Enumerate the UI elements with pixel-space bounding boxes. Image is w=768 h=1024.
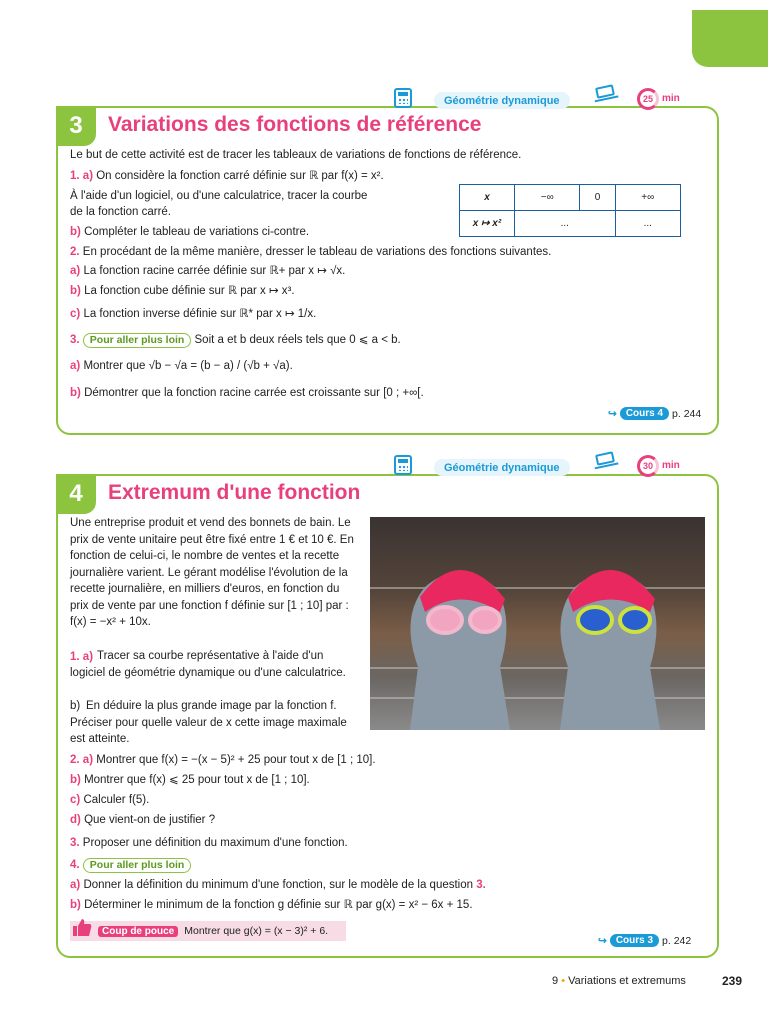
arrow-icon: ↪ bbox=[608, 407, 617, 420]
timer-unit: min bbox=[662, 460, 680, 471]
laptop-icon bbox=[595, 451, 615, 466]
activity-3-title: Variations des fonctions de référence bbox=[108, 113, 482, 136]
activity-3-tag: Géométrie dynamique bbox=[434, 92, 570, 109]
question-1b-text: En déduire la plus grande image par la fonction f. Préciser pour quelle valeur de x cette image maximale est atteinte. bbox=[70, 700, 347, 745]
hint-label: Coup de pouce bbox=[98, 926, 178, 937]
go-further-badge: Pour aller plus loin bbox=[83, 858, 192, 873]
thumbs-up-icon bbox=[72, 918, 92, 938]
question-letter: a) bbox=[82, 651, 94, 663]
question-letter: a) bbox=[70, 360, 81, 372]
question-text: Que vient-on de justifier ? bbox=[84, 814, 216, 826]
question-3b bbox=[70, 385, 424, 401]
question-letter: b) bbox=[70, 387, 81, 399]
hint-text: Montrer que g(x) = (x − 3)² + 6. bbox=[184, 925, 329, 937]
question-text: Montrer que f(x) = −(x − 5)² + 25 pour tout x de [1 ; 10]. bbox=[96, 754, 376, 766]
bullet-icon: • bbox=[561, 975, 566, 987]
course-page: p. 242 bbox=[662, 934, 692, 947]
question-letter: b) bbox=[70, 226, 81, 238]
question-letter: b) bbox=[70, 285, 81, 297]
table-cell: ... bbox=[515, 211, 616, 237]
question-number: 3. bbox=[70, 334, 80, 346]
question-2c bbox=[70, 792, 149, 808]
question-2c bbox=[70, 306, 316, 322]
question-letter: a) bbox=[70, 265, 81, 277]
question-letter: a) bbox=[82, 170, 94, 182]
question-2 bbox=[70, 244, 551, 260]
question-letter: c) bbox=[70, 794, 81, 806]
question-letter: d) bbox=[70, 814, 81, 826]
question-letter: a) bbox=[82, 754, 94, 766]
question-reference: 3. bbox=[476, 879, 486, 891]
question-text: Soit a et b deux réels tels que 0 ⩽ a < b. bbox=[194, 334, 401, 346]
activity-3-number: 3 bbox=[56, 106, 96, 146]
question-number: 1. bbox=[70, 170, 80, 182]
question-1a bbox=[70, 168, 384, 184]
question-text: Donner la définition du minimum d'une fonction, sur le modèle de la question bbox=[83, 879, 474, 891]
calculator-icon bbox=[394, 88, 412, 108]
question-3a bbox=[70, 358, 293, 374]
table-header-x: x bbox=[460, 185, 515, 211]
question-3 bbox=[70, 332, 401, 348]
question-text: Proposer une définition du maximum d'une fonction. bbox=[82, 837, 348, 849]
question-text: Déterminer le minimum de la fonction g définie sur ℝ par g(x) = x² − 6x + 15. bbox=[84, 899, 473, 911]
question-4 bbox=[70, 857, 191, 873]
question-text: Démontrer que la fonction racine carrée est croissante sur [0 ; +∞[. bbox=[84, 387, 424, 399]
table-cell: −∞ bbox=[515, 185, 580, 211]
question-number: 4. bbox=[70, 859, 80, 871]
activity-4-title: Extremum d'une fonction bbox=[108, 481, 361, 504]
question-number: 2. bbox=[70, 754, 80, 766]
course-page: p. 244 bbox=[672, 407, 702, 420]
question-number: 2. bbox=[70, 246, 80, 258]
hint-box bbox=[70, 921, 346, 941]
table-cell: +∞ bbox=[615, 185, 680, 211]
question-letter: b) bbox=[70, 899, 81, 911]
question-text: Calculer f(5). bbox=[83, 794, 150, 806]
question-letter: c) bbox=[70, 308, 81, 320]
course-reference-4[interactable] bbox=[608, 407, 701, 420]
question-text: Montrer que f(x) ⩽ 25 pour tout x de [1 ; 10]. bbox=[84, 774, 310, 786]
page-number: 239 bbox=[722, 974, 743, 988]
question-1a-line3: de la fonction carré. bbox=[70, 206, 172, 218]
question-2b bbox=[70, 283, 295, 299]
question-1b bbox=[70, 224, 309, 240]
question-4a bbox=[70, 877, 486, 893]
question-number: 3. bbox=[70, 837, 80, 849]
timer-icon: 25 bbox=[637, 88, 659, 110]
question-text: On considère la fonction carré définie sur ℝ par f(x) = x². bbox=[96, 170, 384, 182]
go-further-badge: Pour aller plus loin bbox=[83, 333, 192, 348]
activity-4-tag: Géométrie dynamique bbox=[434, 459, 570, 476]
chapter-number: 9 bbox=[552, 975, 559, 987]
question-4b bbox=[70, 897, 473, 913]
table-cell: 0 bbox=[580, 185, 615, 211]
course-reference-3[interactable] bbox=[598, 934, 691, 947]
question-text: Montrer que √b − √a = (b − a) / (√b + √a). bbox=[83, 360, 293, 372]
question-2b bbox=[70, 772, 310, 788]
table-header-function: x ↦ x² bbox=[460, 211, 515, 237]
question-2a bbox=[70, 752, 376, 768]
variation-table bbox=[459, 184, 681, 237]
question-2a bbox=[70, 263, 345, 279]
arrow-icon: ↪ bbox=[598, 934, 607, 947]
activity-4-number: 4 bbox=[56, 474, 96, 514]
timer-unit: min bbox=[662, 93, 680, 104]
question-letter: b) bbox=[70, 774, 81, 786]
chapter-title: Variations et extremums bbox=[568, 975, 686, 987]
question-3 bbox=[70, 835, 348, 851]
question-text: Compléter le tableau de variations ci-contre. bbox=[84, 226, 310, 238]
question-1a-text: Tracer sa courbe représentative à l'aide d'un logiciel de géométrie dynamique ou d'une calculatrice. bbox=[70, 650, 346, 679]
question-1b-letter: b) bbox=[70, 700, 81, 712]
question-number: 1. bbox=[70, 651, 80, 663]
question-text: La fonction cube définie sur ℝ par x ↦ x³. bbox=[84, 285, 295, 297]
question-2d bbox=[70, 812, 215, 828]
laptop-icon bbox=[595, 84, 615, 99]
timer-icon: 30 bbox=[637, 455, 659, 477]
page-footer bbox=[552, 975, 686, 987]
question-text: La fonction inverse définie sur ℝ* par x ↦ 1/x. bbox=[83, 308, 317, 320]
chapter-corner-tab bbox=[692, 10, 768, 67]
calculator-icon bbox=[394, 455, 412, 475]
swim-caps-photo bbox=[370, 517, 705, 730]
activity-4-intro: Une entreprise produit et vend des bonnets de bain. Le prix de vente unitaire peut être fixé entre 1 € et 10 €. En fonction de celui-ci, le nombre de ventes et la recette journalière varient. Le gérant modélise l'évolution de la recette journalière, en milliers d'euros, en fonction du prix de vente par une fonction f définie sur [1 ; 10] par : f(x) = −x² + 10x. bbox=[70, 517, 354, 628]
question-text: La fonction racine carrée définie sur ℝ+ par x ↦ √x. bbox=[83, 265, 346, 277]
question-letter: a) bbox=[70, 879, 81, 891]
question-text: En procédant de la même manière, dresser le tableau de variations des fonctions suivantes. bbox=[82, 246, 552, 258]
table-cell: ... bbox=[615, 211, 680, 237]
question-1a-line2: À l'aide d'un logiciel, ou d'une calculatrice, tracer la courbe bbox=[70, 190, 368, 202]
activity-3-intro: Le but de cette activité est de tracer les tableaux de variations de fonctions de référence. bbox=[70, 149, 522, 161]
course-link[interactable]: Cours 4 bbox=[620, 407, 669, 420]
course-link[interactable]: Cours 3 bbox=[610, 934, 659, 947]
